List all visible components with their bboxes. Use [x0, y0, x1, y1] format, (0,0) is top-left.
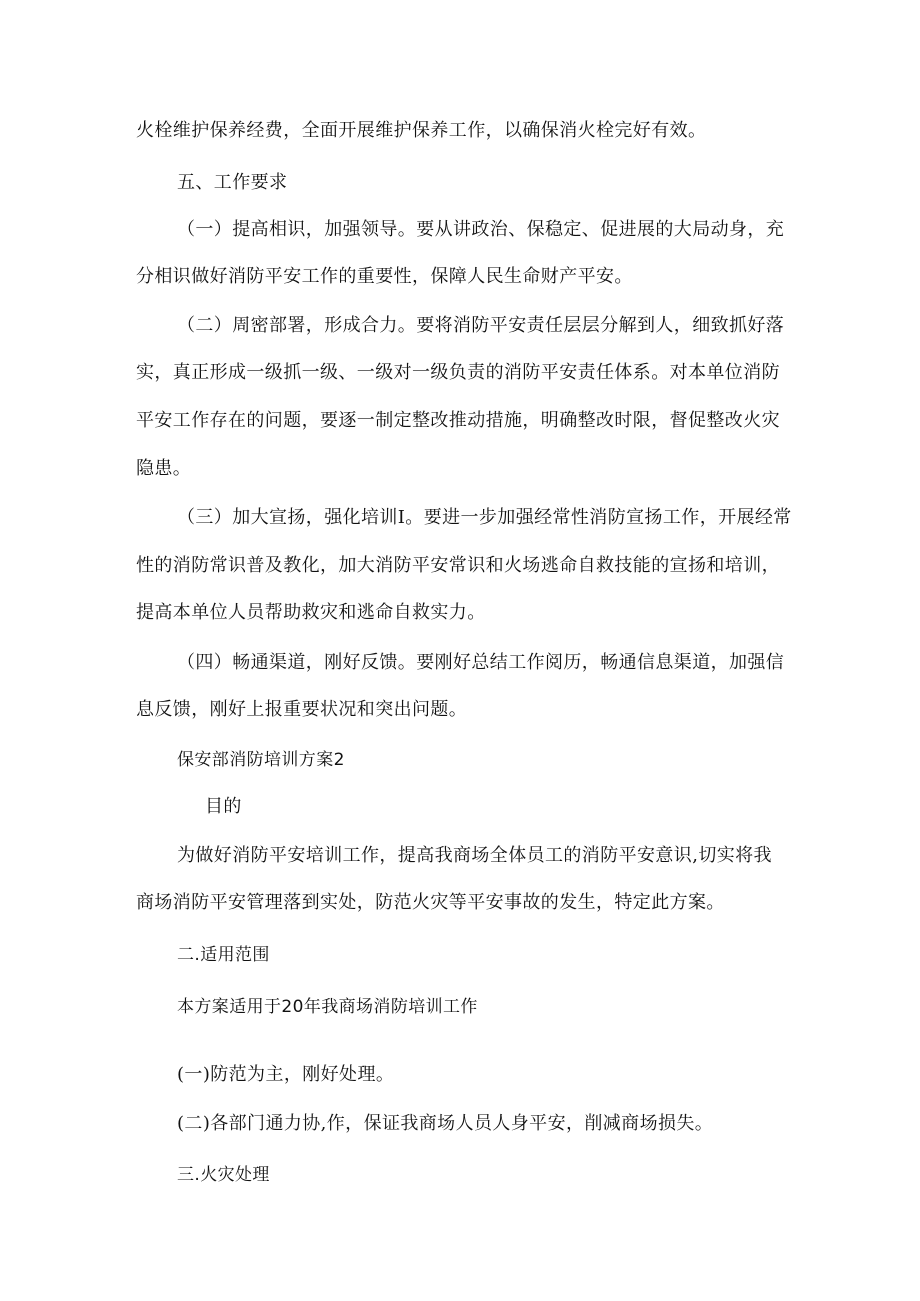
paragraph-line: (二)各部门通力协,作，保证我商场人员人身平安，削减商场损失。 — [177, 1113, 714, 1134]
paragraph-line: (一)防范为主，刚好处理。 — [177, 1064, 395, 1085]
paragraph-line: 平安工作存在的问题，要逐一制定整改推动措施，明确整改时限，督促整改火灾 — [136, 410, 780, 431]
document-title: 保安部消防培训方案2 — [177, 750, 345, 770]
section-heading: 二.适用范围 — [177, 945, 270, 965]
paragraph-line: （四）畅通渠道，刚好反馈。要刚好总结工作阅历，畅通信息渠道，加强信 — [177, 652, 785, 673]
paragraph-line: 本方案适用于20年我商场消防培训工作 — [177, 997, 478, 1017]
paragraph-line: （三）加大宣扬，强化培训I。要进一步加强经常性消防宣扬工作，开展经常 — [177, 507, 792, 528]
paragraph-line: 性的消防常识普及教化，加大消防平安常识和火场逃命自救技能的宣扬和培训， — [136, 555, 780, 576]
paragraph-line: 商场消防平安管理落到实处，防范火灾等平安事故的发生，特定此方案。 — [136, 892, 725, 913]
section-heading: 五、工作要求 — [177, 172, 288, 193]
section-heading: 三.火灾处理 — [177, 1165, 270, 1185]
paragraph-line: 火栓维护保养经费，全面开展维护保养工作，以确保消火栓完好有效。 — [136, 120, 707, 141]
paragraph-line: 为做好消防平安培训工作，提高我商场全体员工的消防平安意识,切实将我 — [177, 845, 772, 866]
paragraph-line: 隐患。 — [136, 458, 192, 479]
paragraph-line: 提高本单位人员帮助救灾和逃命自救实力。 — [136, 602, 486, 623]
paragraph-line: （一）提高相识，加强领导。要从讲政治、保稳定、促进展的大局动身，充 — [177, 219, 785, 240]
paragraph-line: 实，真正形成一级抓一级、一级对一级负责的消防平安责任体系。对本单位消防 — [136, 362, 780, 383]
paragraph-line: 分相识做好消防平安工作的重要性，保障人民生命财产平安。 — [136, 266, 633, 287]
section-heading: 目的 — [205, 796, 242, 817]
paragraph-line: 息反馈，刚好上报重要状况和突出问题。 — [136, 699, 468, 720]
paragraph-line: （二）周密部署，形成合力。要将消防平安责任层层分解到人，细致抓好落 — [177, 315, 785, 336]
